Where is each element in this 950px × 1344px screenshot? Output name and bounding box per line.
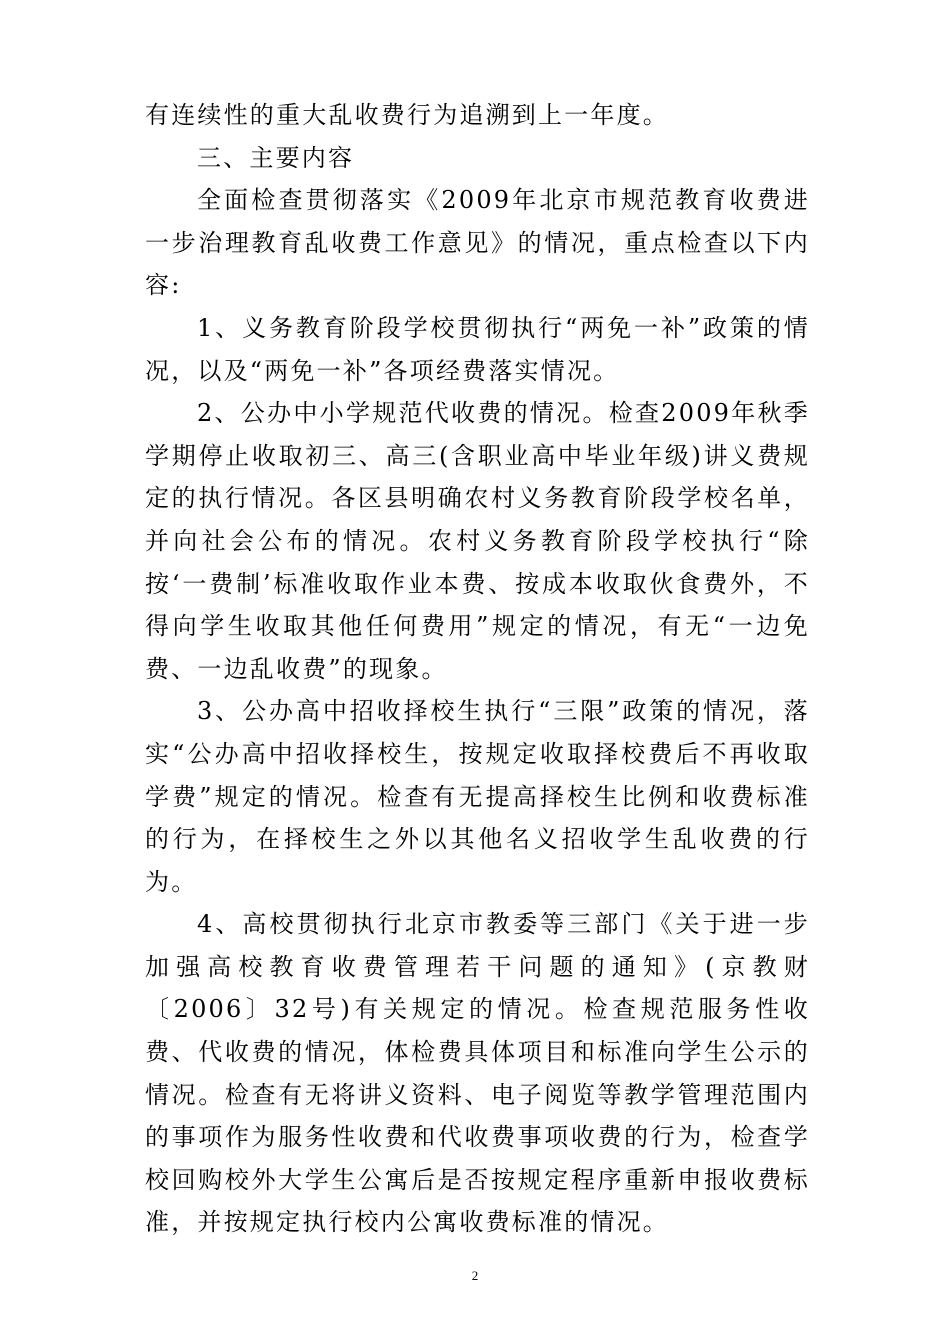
document-body xyxy=(145,94,810,1244)
paragraph-intro: 全面检查贯彻落实《2009年北京市规范教育收费进一步治理教育乱收费工作意见》的情况，重点检查以下内容: xyxy=(145,186,810,300)
paragraph-item-1: 1、义务教育阶段学校贯彻执行“两免一补”政策的情况，以及“两免一补”各项经费落实情况。 xyxy=(145,313,810,385)
section-heading: 三、主要内容 xyxy=(197,143,355,172)
paragraph-item-3: 3、公办高中招收择校生执行“三限”政策的情况，落实“公办高中招收择校生，按规定收取择校费后不再收取学费”规定的情况。检查有无提高择校生比例和收费标准的行为，在择校生之外以其他名义招收学生乱收费的行为。 xyxy=(145,697,810,896)
paragraph-item-2: 2、公办中小学规范代收费的情况。检查2009年秋季学期停止收取初三、高三(含职业高中毕业年级)讲义费规定的执行情况。各区县明确农村义务教育阶段学校名单，并向社会公布的情况。农村义务教育阶段学校执行“除按‘一费制’标准收取作业本费、按成本收取伙食费外，不得向学生收取其他任何费用”规定的情况，有无“一边免费、一边乱收费”的现象。 xyxy=(145,399,810,683)
paragraph-continuation: 有连续性的重大乱收费行为追溯到上一年度。 xyxy=(145,101,669,129)
page-number: 2 xyxy=(471,1268,479,1283)
paragraph-item-4: 4、高校贯彻执行北京市教委等三部门《关于进一步加强高校教育收费管理若干问题的通知》(京教财〔2006〕32号)有关规定的情况。检查规范服务性收费、代收费的情况，体检费具体项目和标准向学生公示的情况。检查有无将讲义资料、电子阅览等教学管理范围内的事项作为服务性收费和代收费事项收费的行为，检查学校回购校外大学生公寓后是否按规定程序重新申报收费标准，并按规定执行校内公寓收费标准的情况。 xyxy=(145,910,810,1237)
